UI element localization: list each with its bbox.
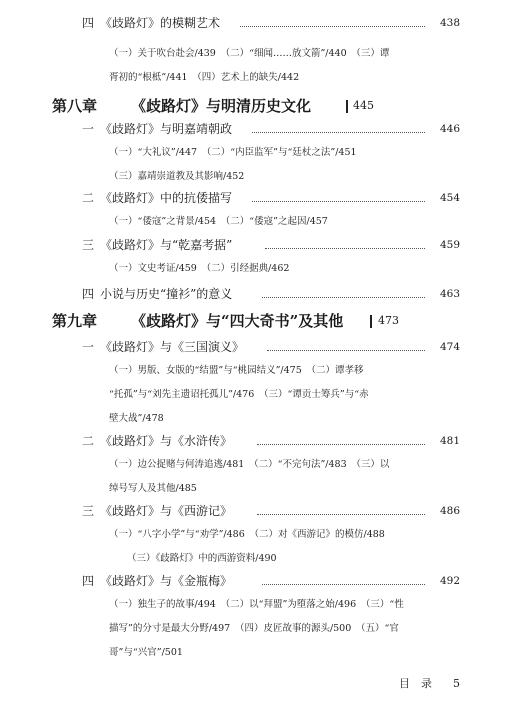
section-title: 《歧路灯》中的抗倭描写 <box>100 191 233 205</box>
section-number: 一 <box>82 122 95 136</box>
subsection-line: “托孤”与“刘先主遗诏托孤儿”/476 （三）“谭贡士筹兵”与“赤 <box>109 389 369 400</box>
chapter-heading[interactable] <box>0 309 515 333</box>
page-number: 454 <box>439 192 460 204</box>
subsection-line: 绰号写人及其他/485 <box>109 483 197 494</box>
page-number: 474 <box>439 341 460 353</box>
chapter-page: 445 <box>353 99 374 112</box>
subsection-line: 壁大战”/478 <box>109 413 164 424</box>
page-number: 486 <box>439 505 460 517</box>
page-number: 492 <box>439 575 460 587</box>
section-number: 一 <box>82 340 95 354</box>
subsection-line: （一）边公捉赌与何涛追逃/481 （二）“不完句法”/483 （三）以 <box>109 459 390 470</box>
page-number: 463 <box>439 288 460 300</box>
subsection-line: （一）独生子的故事/494 （二）以“拜盟”为堕落之始/496 （三）“性 <box>109 599 404 610</box>
toc-entry[interactable] <box>0 571 515 591</box>
leader-dots <box>267 350 425 351</box>
leader-dots <box>265 248 425 249</box>
chapter-number: 第八章 <box>52 97 98 115</box>
section-number: 三 <box>82 504 95 518</box>
section-number: 四 <box>82 16 95 30</box>
separator-bar <box>346 100 348 113</box>
section-title: 《歧路灯》与明嘉靖朝政 <box>100 122 233 136</box>
subsection-line: 哥”与“兴官”/501 <box>109 647 183 658</box>
toc-entry[interactable] <box>0 431 515 451</box>
chapter-title: 《歧路灯》与明清历史文化 <box>131 97 312 115</box>
subsection-line: （三）嘉靖崇道教及其影响/452 <box>109 171 245 182</box>
section-number: 二 <box>82 434 95 448</box>
toc-entry[interactable] <box>0 284 515 304</box>
subsection-line: （三）《歧路灯》中的西游资料/490 <box>127 553 277 564</box>
subsection-line: （一）关于吹台赴会/439 （二）“细闻……放文箭”/440 （三）谭 <box>109 48 390 59</box>
leader-dots <box>257 444 425 445</box>
toc-entry[interactable] <box>0 119 515 139</box>
section-number: 四 <box>82 574 95 588</box>
section-number: 三 <box>82 238 95 252</box>
chapter-heading[interactable] <box>0 94 515 118</box>
toc-entry[interactable] <box>0 13 515 33</box>
page-number: 459 <box>439 239 460 251</box>
section-number: 二 <box>82 191 95 205</box>
section-title: 小说与历史“撞衫”的意义 <box>100 287 233 301</box>
page-number: 438 <box>439 17 460 29</box>
leader-dots <box>252 201 425 202</box>
section-title: 《歧路灯》与《水浒传》 <box>100 434 233 448</box>
section-title: 《歧路灯》与“乾嘉考据” <box>100 238 233 252</box>
subsection-line: 描写”的分寸是最大分野/497 （四）皮匠故事的源头/500 （五）“官 <box>109 623 399 634</box>
subsection-line: 胥初的“根柢”/441 （四）艺术上的缺失/442 <box>109 72 300 83</box>
separator-bar <box>370 315 372 328</box>
section-number: 四 <box>82 287 95 301</box>
leader-dots <box>262 584 425 585</box>
subsection-line: （一）“八字小学”与“劝学”/486 （二）对《西游记》的模仿/488 <box>109 529 385 540</box>
subsection-line: （一）“倭寇”之背景/454 （二）“倭寇”之起因/457 <box>109 216 328 227</box>
subsection-line: （一）“大礼议”/447 （二）“内臣监军”与“廷杖之法”/451 <box>109 147 357 158</box>
subsection-line: （一）文史考证/459 （二）引经据典/462 <box>109 263 290 274</box>
chapter-page: 473 <box>378 314 399 327</box>
footer-label: 目 录 <box>399 677 432 690</box>
section-title: 《歧路灯》与《金瓶梅》 <box>100 574 233 588</box>
toc-entry[interactable] <box>0 188 515 208</box>
toc-entry[interactable] <box>0 501 515 521</box>
section-title: 《歧路灯》与《西游记》 <box>100 504 233 518</box>
page-number: 446 <box>439 123 460 135</box>
chapter-number: 第九章 <box>52 312 98 330</box>
section-title: 《歧路灯》的模糊艺术 <box>100 16 221 30</box>
leader-dots <box>240 26 425 27</box>
chapter-title: 《歧路灯》与“四大奇书”及其他 <box>131 312 344 330</box>
leader-dots <box>257 514 425 515</box>
page-footer <box>399 676 460 692</box>
page-number: 481 <box>439 435 460 447</box>
toc-entry[interactable] <box>0 235 515 255</box>
toc-entry[interactable] <box>0 337 515 357</box>
footer-page-number: 5 <box>453 677 460 690</box>
subsection-line: （一）男版、女版的“结盟”与“桃园结义”/475 （二）谭孝移 <box>109 365 364 376</box>
leader-dots <box>262 297 425 298</box>
section-title: 《歧路灯》与《三国演义》 <box>100 340 245 354</box>
leader-dots <box>252 132 425 133</box>
